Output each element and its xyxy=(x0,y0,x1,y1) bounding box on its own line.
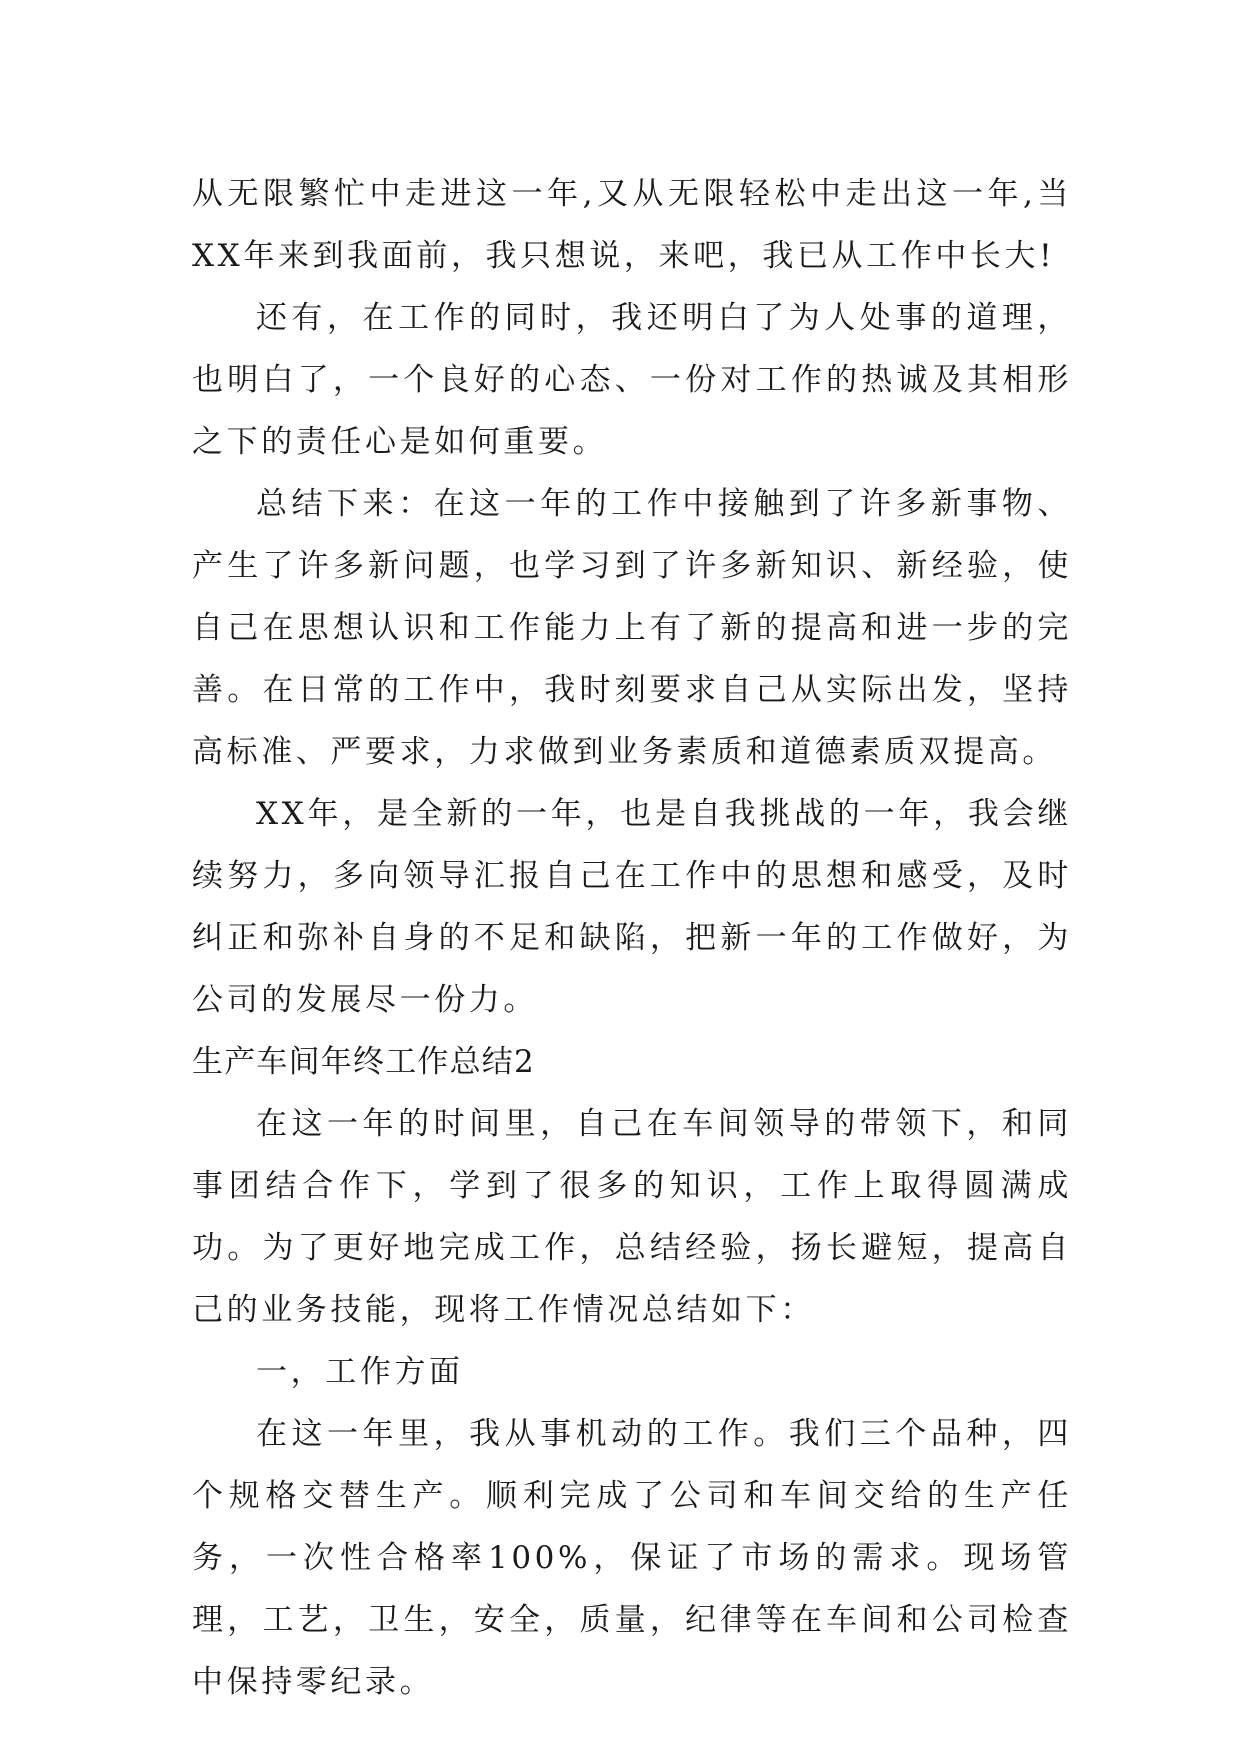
section-heading: 生产车间年终工作总结2 xyxy=(192,1044,535,1080)
subsection-heading: 一，工作方面 xyxy=(256,1354,464,1390)
paragraph-work: 在这一年里，我从事机动的工作。我们三个品种，四个规格交替生产。顺利完成了公司和车间交给的生产任务，一次性合格率100%，保证了市场的需求。现场管理，工艺，卫生，安全，质量，纪律等在车间和公司检查中保持零纪录。 xyxy=(192,1416,1072,1700)
paragraph-attitude: 还有，在工作的同时，我还明白了为人处事的道理，也明白了，一个良好的心态、一份对工作的热诚及其相形之下的责任心是如何重要。 xyxy=(192,300,1072,460)
paragraph-summary: 总结下来：在这一年的工作中接触到了许多新事物、产生了许多新问题，也学习到了许多新知识、新经验，使自己在思想认识和工作能力上有了新的提高和进一步的完善。在日常的工作中，我时刻要求自己从实际出发，坚持高标准、严要求，力求做到业务素质和道德素质双提高。 xyxy=(192,486,1072,770)
paragraph-intro: 在这一年的时间里，自己在车间领导的带领下，和同事团结合作下，学到了很多的知识，工作上取得圆满成功。为了更好地完成工作，总结经验，扬长避短，提高自己的业务技能，现将工作情况总结如下： xyxy=(192,1106,1072,1328)
paragraph-outlook: XX年，是全新的一年，也是自我挑战的一年，我会继续努力，多向领导汇报自己在工作中的思想和感受，及时纠正和弥补自身的不足和缺陷，把新一年的工作做好，为公司的发展尽一份力。 xyxy=(192,796,1072,1018)
document-body xyxy=(192,163,1072,1713)
paragraph-continuation: 从无限繁忙中走进这一年,又从无限轻松中走出这一年,当XX年来到我面前，我只想说，来吧，我已从工作中长大! xyxy=(192,176,1072,274)
